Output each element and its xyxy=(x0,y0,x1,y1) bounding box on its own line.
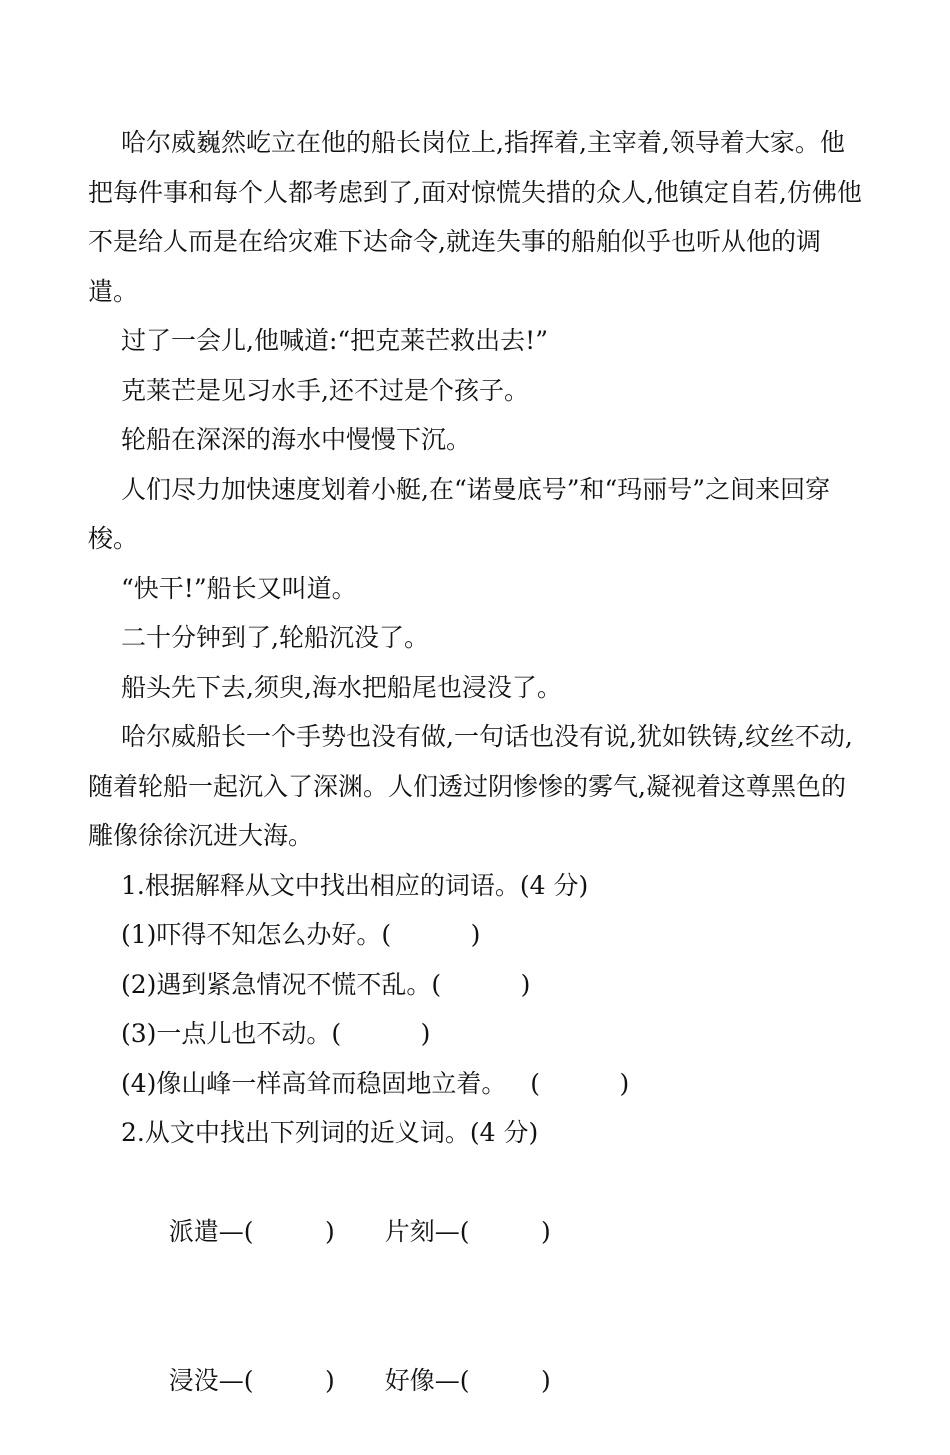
synonym-row xyxy=(88,1306,863,1455)
passage-paragraph: 船头先下去,须臾,海水把船尾也浸没了。 xyxy=(121,672,562,702)
passage-paragraph: 人们尽力加快速度划着小艇,在“诺曼底号”和“玛丽号”之间来回穿梭。 xyxy=(88,474,831,553)
synonym-item: 浸没—( ) xyxy=(168,1365,335,1395)
synonym-item: 片刻—( ) xyxy=(384,1217,551,1246)
question-2-title: 2.从文中找出下列词的近义词。(4 分) xyxy=(121,1118,539,1147)
passage-paragraph: 轮船在深深的海水中慢慢下沉。 xyxy=(121,425,472,454)
question-1 xyxy=(88,861,863,1109)
synonym-item: 好像—( ) xyxy=(384,1365,551,1395)
question-1-item: (1)吓得不知怎么办好。( ) xyxy=(121,920,481,949)
question-1-item: (2)遇到紧急情况不慌不乱。( ) xyxy=(121,969,531,999)
passage-paragraph: 二十分钟到了,轮船沉没了。 xyxy=(121,623,429,652)
question-2 xyxy=(88,1108,863,1455)
synonym-item: 派遣—( ) xyxy=(168,1217,335,1246)
passage-paragraph: 哈尔威巍然屹立在他的船长岗位上,指挥着,主宰着,领导着大家。他把每件事和每个人都考虑到了,面对惊慌失措的众人,他镇定自若,仿佛他不是给人而是在给灾难下达命令,就连失事的船舶似乎也听从他的调遣。 xyxy=(88,128,862,306)
synonym-row xyxy=(88,1158,863,1307)
question-1-title: 1.根据解释从文中找出相应的词语。(4 分) xyxy=(121,870,589,900)
worksheet-page xyxy=(88,118,863,1455)
passage-paragraph: “快干!”船长又叫道。 xyxy=(121,573,357,603)
passage-paragraph: 克莱芒是见习水手,还不过是个孩子。 xyxy=(121,375,529,405)
question-1-item: (4)像山峰一样高耸而稳固地立着。 ( ) xyxy=(121,1068,630,1098)
passage-paragraph: 哈尔威船长一个手势也没有做,一句话也没有说,犹如铁铸,纹丝不动,随着轮船一起沉入了深渊。人们透过阴惨惨的雾气,凝视着这尊黑色的雕像徐徐沉进大海。 xyxy=(88,722,853,850)
passage-paragraph: 过了一会儿,他喊道:“把克莱芒救出去!” xyxy=(121,326,548,355)
question-1-item: (3)一点儿也不动。( ) xyxy=(121,1019,431,1048)
